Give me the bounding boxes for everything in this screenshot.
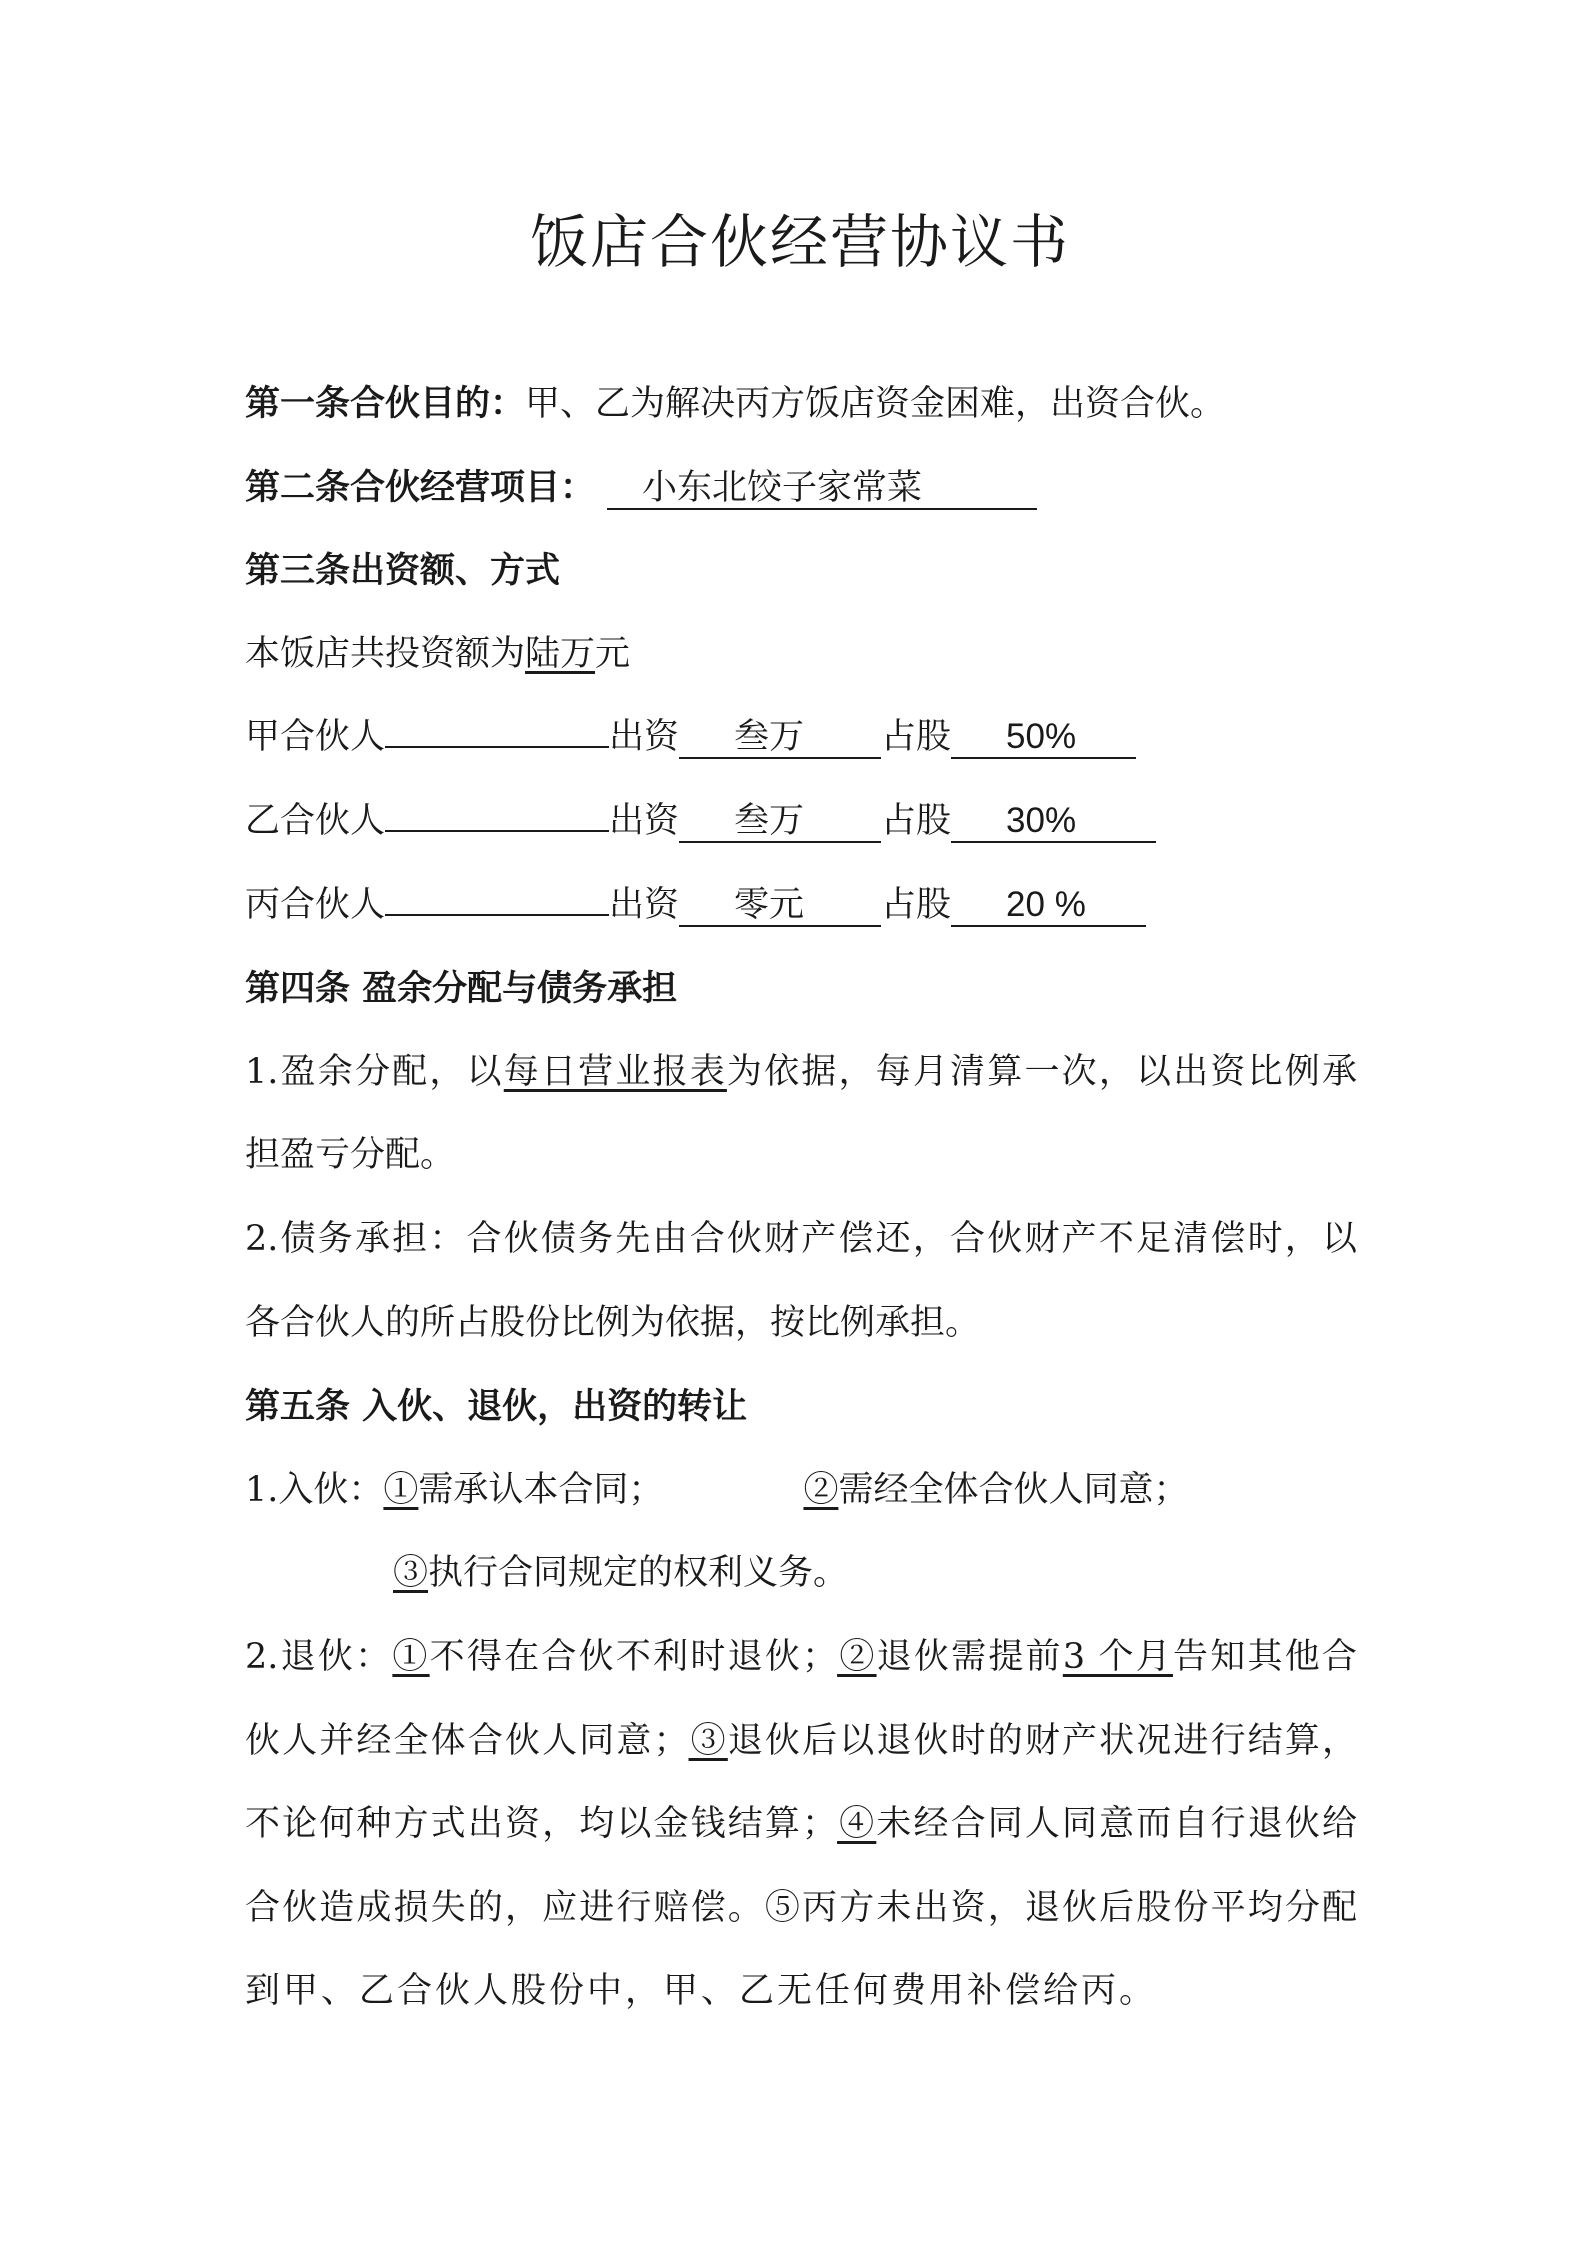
- article-4-heading: 第四条 盈余分配与债务承担: [245, 968, 678, 1010]
- share-label: 占股: [881, 884, 952, 925]
- partner-name-label: 丙合伙人: [245, 884, 386, 925]
- text: 不论何种方式出资，均以金钱结算；: [245, 1804, 838, 1845]
- investment-value: 零元: [679, 885, 881, 927]
- leave-line: [245, 1783, 1357, 1867]
- paragraph-line: 2.债务承担：合伙债务先由合伙财产偿还，合伙财产不足清偿时，以: [245, 1218, 1357, 1259]
- leave-label: 2.退伙：: [245, 1636, 393, 1677]
- underlined-text: 3 个月: [1062, 1636, 1173, 1677]
- share-value: 30%: [951, 801, 1156, 843]
- partner-name-blank: [385, 746, 609, 748]
- paragraph-line: 各合伙人的所占股份比例为依据，按比例承担。: [245, 1302, 981, 1343]
- leave-line: 合伙造成损失的，应进行赔偿。⑤丙方未出资，退伙后股份平均分配: [245, 1887, 1357, 1928]
- item-number: ②: [803, 1469, 839, 1510]
- item-text: 需经全体合伙人同意；: [838, 1469, 1189, 1510]
- text: 退伙后以退伙时的财产状况进行结算，: [727, 1720, 1357, 1761]
- item-number: ①: [383, 1469, 419, 1510]
- text: 不得在合伙不利时退伙；: [429, 1636, 838, 1677]
- share-value: 50%: [951, 717, 1136, 759]
- business-item-field: 小东北饺子家常菜: [607, 468, 1037, 510]
- item-number: ①: [392, 1636, 430, 1677]
- leave-line: [245, 1616, 1357, 1700]
- document-title: 饭店合伙经营协议书: [529, 208, 1070, 276]
- partner-name-blank: [385, 914, 609, 916]
- share-label: 占股: [881, 717, 952, 758]
- partner-row: [245, 696, 1357, 780]
- partner-name-label: 乙合伙人: [245, 800, 386, 841]
- article-2-heading: 第二条合伙经营项目：: [245, 466, 596, 508]
- article-5-heading: 第五条 入伙、退伙，出资的转让: [245, 1386, 748, 1428]
- article-1-heading: 第一条合伙目的：: [245, 383, 526, 424]
- total-prefix: 本饭店共投资额为: [245, 633, 526, 674]
- investment-value: 叁万: [679, 801, 881, 843]
- item-number: ③: [688, 1720, 728, 1761]
- text: 1.盈余分配，以: [245, 1051, 504, 1092]
- join-line: [245, 1532, 1357, 1616]
- text: 伙人并经全体合伙人同意；: [245, 1720, 689, 1761]
- item-number: ④: [837, 1804, 877, 1845]
- article-2: [245, 446, 1357, 530]
- text: 告知其他合: [1172, 1636, 1357, 1677]
- join-line: [245, 1449, 1357, 1533]
- item-number: ②: [837, 1636, 877, 1677]
- total-suffix: 元: [595, 633, 631, 674]
- investment-value: 叁万: [679, 717, 881, 759]
- partner-name-label: 甲合伙人: [245, 717, 386, 758]
- underlined-text: 每日营业报表: [503, 1051, 727, 1092]
- invest-label: 出资: [609, 717, 680, 758]
- share-label: 占股: [881, 800, 952, 841]
- document-body: [245, 362, 1357, 2034]
- invest-label: 出资: [609, 800, 680, 841]
- join-label: 1.入伙：: [245, 1469, 384, 1510]
- leave-line: [245, 1700, 1357, 1784]
- total-investment: [245, 613, 1357, 697]
- article-1: [245, 362, 1357, 446]
- text: 为依据，每月清算一次，以出资比例承: [726, 1051, 1357, 1092]
- text: 未经合同人同意而自行退伙给: [876, 1804, 1357, 1845]
- text: 退伙需提前: [876, 1636, 1063, 1677]
- partner-row: [245, 780, 1357, 864]
- article-1-text: 甲、乙为解决丙方饭店资金困难，出资合伙。: [525, 384, 1226, 424]
- item-text: 需承认本合同；: [418, 1469, 664, 1510]
- paragraph-line: 担盈亏分配。: [245, 1135, 456, 1176]
- item-number: ③: [393, 1553, 429, 1594]
- total-amount: 陆万: [525, 633, 596, 674]
- item-text: 执行合同规定的权利义务。: [428, 1553, 849, 1594]
- invest-label: 出资: [609, 884, 680, 925]
- paragraph-line: [245, 1031, 1357, 1115]
- partner-name-blank: [385, 830, 609, 832]
- article-3-heading: 第三条出资额、方式: [245, 550, 561, 592]
- leave-line: 到甲、乙合伙人股份中，甲、乙无任何费用补偿给丙。: [245, 1971, 1158, 2012]
- share-value: 20 %: [951, 885, 1146, 927]
- partner-row: [245, 864, 1357, 948]
